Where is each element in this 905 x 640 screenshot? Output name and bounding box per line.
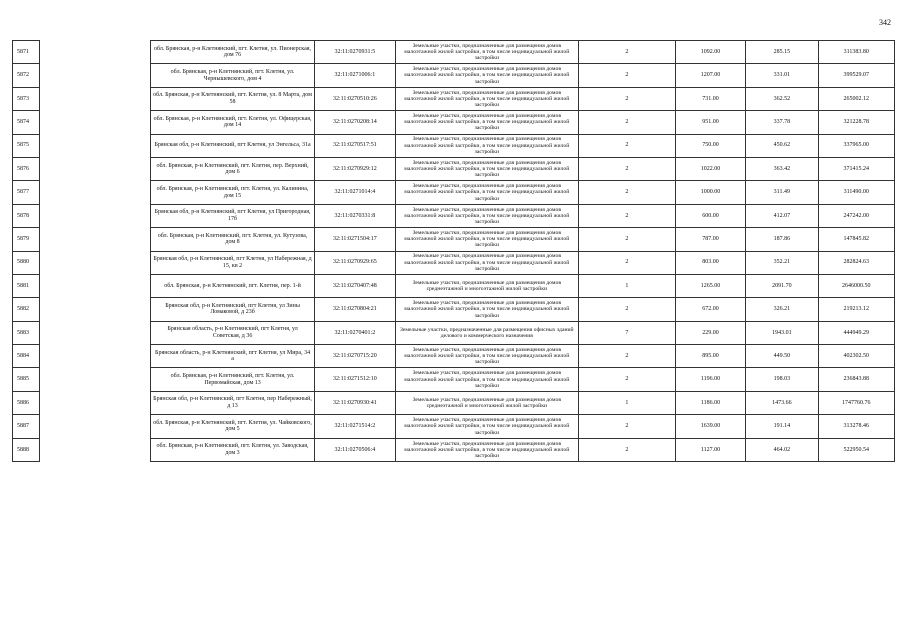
use-group-cell: 1	[579, 391, 676, 414]
cadastral-value-cell: 313278.46	[818, 415, 895, 438]
land-use-cell: Земельные участки, предназначенные для размещения домов малоэтажной жилой застройки, в том числе индивидуальной жилой застройки	[395, 228, 578, 251]
row-number-row	[13, 438, 40, 461]
row-number-row	[13, 298, 40, 321]
address-cell: обл. Брянская, р-н Клетнянский, пгт. Клетня, ул. Заводская, дом 3	[151, 438, 315, 461]
table-row	[151, 111, 895, 134]
specific-value-cell: 450.62	[746, 134, 818, 157]
use-group-cell: 2	[579, 251, 676, 274]
table-row	[151, 87, 895, 110]
address-cell: Брянская обл, р-н Клетнянский, пгт Клетня, пер Набережный, д 13	[151, 391, 315, 414]
cadastral-number-cell: 32:11:0271006:1	[315, 64, 396, 87]
cadastral-value-cell: 399529.07	[818, 64, 895, 87]
row-number-cell: 5884	[13, 345, 40, 368]
cadastral-value-cell: 147845.82	[818, 228, 895, 251]
area-cell: 1196.00	[675, 368, 745, 391]
specific-value-cell: 326.21	[746, 298, 818, 321]
address-cell: обл. Брянская, р-н Клетнянский, пгт. Клетня, пер. 1-й	[151, 274, 315, 297]
table-row	[151, 204, 895, 227]
use-group-cell: 2	[579, 41, 676, 64]
specific-value-cell: 337.78	[746, 111, 818, 134]
area-cell: 600.00	[675, 204, 745, 227]
use-group-cell: 2	[579, 111, 676, 134]
cadastral-number-cell: 32:11:0270715:20	[315, 345, 396, 368]
table-row	[151, 345, 895, 368]
specific-value-cell: 352.21	[746, 251, 818, 274]
cadastral-number-cell: 32:11:0270929:12	[315, 157, 396, 180]
area-cell: 787.00	[675, 228, 745, 251]
cadastral-value-cell: 444949.29	[818, 321, 895, 344]
cadastral-number-cell: 32:11:0270208:14	[315, 111, 396, 134]
land-plots-table	[150, 40, 895, 462]
row-number-cell: 5878	[13, 204, 40, 227]
row-number-row	[13, 274, 40, 297]
cadastral-value-cell: 265002.12	[818, 87, 895, 110]
area-cell: 672.00	[675, 298, 745, 321]
address-cell: Брянская область, р-н Клетнянский, пгт Клетня, ул Мира, 34 а	[151, 345, 315, 368]
address-cell: Брянская обл, р-н Клетнянский, пгт Клетня, ул Энгельса, 31а	[151, 134, 315, 157]
table-row	[151, 368, 895, 391]
row-number-row	[13, 41, 40, 64]
cadastral-value-cell: 2646000.50	[818, 274, 895, 297]
address-cell: обл. Брянская, р-н Клетнянский, пгт. Клетня, пер. Верхний, дом 6	[151, 157, 315, 180]
address-cell: обл. Брянская, р-н Клетнянский, пгт. Клетня, ул. Офицерская, дом 14	[151, 111, 315, 134]
row-number-cell: 5888	[13, 438, 40, 461]
land-use-cell: Земельные участки, предназначенные для размещения домов среднеэтажной и многоэтажной жилой застройки	[395, 274, 578, 297]
land-use-cell: Земельные участки, предназначенные для размещения домов малоэтажной жилой застройки, в том числе индивидуальной жилой застройки	[395, 87, 578, 110]
use-group-cell: 2	[579, 64, 676, 87]
specific-value-cell: 187.86	[746, 228, 818, 251]
cadastral-number-cell: 32:11:0270510:26	[315, 87, 396, 110]
row-number-row	[13, 391, 40, 414]
row-number-cell: 5872	[13, 64, 40, 87]
land-use-cell: Земельные участки, предназначенные для размещения домов малоэтажной жилой застройки, в том числе индивидуальной жилой застройки	[395, 368, 578, 391]
cadastral-value-cell: 522950.54	[818, 438, 895, 461]
table-row	[151, 181, 895, 204]
area-cell: 803.00	[675, 251, 745, 274]
area-cell: 1127.00	[675, 438, 745, 461]
row-number-cell: 5877	[13, 181, 40, 204]
row-number-row	[13, 64, 40, 87]
land-use-cell: Земельные участки, предназначенные для размещения домов малоэтажной жилой застройки, в том числе индивидуальной жилой застройки	[395, 345, 578, 368]
specific-value-cell: 311.49	[746, 181, 818, 204]
land-use-cell: Земельные участки, предназначенные для размещения домов среднеэтажной и многоэтажной жилой застройки	[395, 391, 578, 414]
row-number-cell: 5885	[13, 368, 40, 391]
use-group-cell: 2	[579, 345, 676, 368]
cadastral-number-cell: 32:11:0271514:2	[315, 415, 396, 438]
cadastral-value-cell: 282824.63	[818, 251, 895, 274]
land-use-cell: Земельные участки, предназначенные для размещения домов малоэтажной жилой застройки, в том числе индивидуальной жилой застройки	[395, 298, 578, 321]
land-use-cell: Земельные участки, предназначенные для размещения офисных зданий делового и коммерческого назначения	[395, 321, 578, 344]
row-number-cell: 5873	[13, 87, 40, 110]
row-number-row	[13, 134, 40, 157]
table-row	[151, 64, 895, 87]
address-cell: обл. Брянская, р-н Клетнянский, пгт. Клетня, ул. Чайковского, дом 5	[151, 415, 315, 438]
use-group-cell: 2	[579, 204, 676, 227]
cadastral-value-cell: 337965.00	[818, 134, 895, 157]
cadastral-number-cell: 32:11:0270930:41	[315, 391, 396, 414]
table-row	[151, 157, 895, 180]
page-number: 342	[879, 18, 891, 27]
cadastral-number-cell: 32:11:0270929:65	[315, 251, 396, 274]
specific-value-cell: 191.14	[746, 415, 818, 438]
land-use-cell: Земельные участки, предназначенные для размещения домов малоэтажной жилой застройки, в том числе индивидуальной жилой застройки	[395, 204, 578, 227]
area-cell: 750.00	[675, 134, 745, 157]
specific-value-cell: 198.03	[746, 368, 818, 391]
use-group-cell: 2	[579, 157, 676, 180]
specific-value-cell: 1943.01	[746, 321, 818, 344]
row-number-row	[13, 87, 40, 110]
cadastral-number-cell: 32:11:0270517:51	[315, 134, 396, 157]
area-cell: 1186.00	[675, 391, 745, 414]
row-number-cell: 5887	[13, 415, 40, 438]
address-cell: обл. Брянская, р-н Клетнянский, пгт. Клетня, ул. Чернышевского, дом 4	[151, 64, 315, 87]
use-group-cell: 2	[579, 415, 676, 438]
land-use-cell: Земельные участки, предназначенные для размещения домов малоэтажной жилой застройки, в том числе индивидуальной жилой застройки	[395, 134, 578, 157]
land-use-cell: Земельные участки, предназначенные для размещения домов малоэтажной жилой застройки, в том числе индивидуальной жилой застройки	[395, 157, 578, 180]
row-number-row	[13, 157, 40, 180]
row-number-cell: 5876	[13, 157, 40, 180]
cadastral-number-cell: 32:11:0270331:8	[315, 204, 396, 227]
cadastral-value-cell: 321228.78	[818, 111, 895, 134]
area-cell: 1207.00	[675, 64, 745, 87]
land-use-cell: Земельные участки, предназначенные для размещения домов малоэтажной жилой застройки, в том числе индивидуальной жилой застройки	[395, 41, 578, 64]
use-group-cell: 2	[579, 228, 676, 251]
use-group-cell: 2	[579, 438, 676, 461]
land-use-cell: Земельные участки, предназначенные для размещения домов малоэтажной жилой застройки, в том числе индивидуальной жилой застройки	[395, 438, 578, 461]
table-row	[151, 415, 895, 438]
address-cell: обл. Брянская, р-н Клетнянский, пгт. Клетня, ул. Кутузова, дом 8	[151, 228, 315, 251]
use-group-cell: 1	[579, 274, 676, 297]
use-group-cell: 2	[579, 134, 676, 157]
table-row	[151, 391, 895, 414]
land-use-cell: Земельные участки, предназначенные для размещения домов малоэтажной жилой застройки, в том числе индивидуальной жилой застройки	[395, 181, 578, 204]
address-cell: обл. Брянская, р-н Клетнянский, пгт. Клетня, ул. Калинина, дом 15	[151, 181, 315, 204]
address-cell: обл. Брянская, р-н Клетнянский, пгт. Клетня, ул. 8 Марта, дом 58	[151, 87, 315, 110]
cadastral-value-cell: 236843.88	[818, 368, 895, 391]
specific-value-cell: 362.52	[746, 87, 818, 110]
use-group-cell: 2	[579, 87, 676, 110]
cadastral-number-cell: 32:11:0270407:48	[315, 274, 396, 297]
table-row	[151, 41, 895, 64]
address-cell: обл. Брянская, р-н Клетнянский, пгт. Клетня, ул. Первомайская, дом 13	[151, 368, 315, 391]
specific-value-cell: 464.02	[746, 438, 818, 461]
row-number-table	[12, 40, 40, 462]
area-cell: 895.00	[675, 345, 745, 368]
specific-value-cell: 412.07	[746, 204, 818, 227]
area-cell: 1022.00	[675, 157, 745, 180]
address-cell: Брянская обл, р-н Клетнянский, пгт Клетня, ул Набережная, д 15, кв 2	[151, 251, 315, 274]
use-group-cell: 2	[579, 181, 676, 204]
row-number-cell: 5882	[13, 298, 40, 321]
cadastral-value-cell: 247242.00	[818, 204, 895, 227]
area-cell: 229.00	[675, 321, 745, 344]
table-row	[151, 228, 895, 251]
cadastral-value-cell: 371415.24	[818, 157, 895, 180]
area-cell: 1000.00	[675, 181, 745, 204]
specific-value-cell: 363.42	[746, 157, 818, 180]
address-cell: Брянская обл, р-н Клетнянский, пгт Клетня, ул Зины Ломаковой, д 23б	[151, 298, 315, 321]
row-number-cell: 5871	[13, 41, 40, 64]
area-cell: 1092.00	[675, 41, 745, 64]
land-use-cell: Земельные участки, предназначенные для размещения домов малоэтажной жилой застройки, в том числе индивидуальной жилой застройки	[395, 415, 578, 438]
cadastral-number-cell: 32:11:0271512:10	[315, 368, 396, 391]
address-cell: Брянская область, р-н Клетнянский, пгт Клетня, ул Советская, д 36	[151, 321, 315, 344]
row-number-row	[13, 368, 40, 391]
cadastral-value-cell: 219213.12	[818, 298, 895, 321]
table-row	[151, 438, 895, 461]
address-cell: Брянская обл, р-н Клетнянский, пгт Клетня, ул Пригородная, 17б	[151, 204, 315, 227]
row-number-cell: 5886	[13, 391, 40, 414]
table-row	[151, 298, 895, 321]
area-cell: 1639.00	[675, 415, 745, 438]
specific-value-cell: 331.01	[746, 64, 818, 87]
row-number-row	[13, 415, 40, 438]
row-number-column	[12, 40, 40, 462]
area-cell: 731.00	[675, 87, 745, 110]
cadastral-value-cell: 311490.00	[818, 181, 895, 204]
area-cell: 951.00	[675, 111, 745, 134]
row-number-cell: 5874	[13, 111, 40, 134]
land-use-cell: Земельные участки, предназначенные для размещения домов малоэтажной жилой застройки, в том числе индивидуальной жилой застройки	[395, 111, 578, 134]
use-group-cell: 7	[579, 321, 676, 344]
cadastral-number-cell: 32:11:0270401:2	[315, 321, 396, 344]
cadastral-value-cell: 402302.50	[818, 345, 895, 368]
cadastral-value-cell: 311383.80	[818, 41, 895, 64]
row-number-cell: 5883	[13, 321, 40, 344]
area-cell: 1265.00	[675, 274, 745, 297]
cadastral-number-cell: 32:11:0270804:21	[315, 298, 396, 321]
row-number-row	[13, 228, 40, 251]
land-use-cell: Земельные участки, предназначенные для размещения домов малоэтажной жилой застройки, в том числе индивидуальной жилой застройки	[395, 251, 578, 274]
table-row	[151, 321, 895, 344]
row-number-row	[13, 204, 40, 227]
cadastral-value-cell: 1747760.76	[818, 391, 895, 414]
specific-value-cell: 285.15	[746, 41, 818, 64]
row-number-row	[13, 111, 40, 134]
use-group-cell: 2	[579, 368, 676, 391]
specific-value-cell: 449.50	[746, 345, 818, 368]
cadastral-number-cell: 32:11:0271014:4	[315, 181, 396, 204]
table-row	[151, 274, 895, 297]
land-plots-table-wrapper	[150, 40, 895, 462]
specific-value-cell: 1473.66	[746, 391, 818, 414]
row-number-row	[13, 345, 40, 368]
land-use-cell: Земельные участки, предназначенные для размещения домов малоэтажной жилой застройки, в том числе индивидуальной жилой застройки	[395, 64, 578, 87]
table-row	[151, 134, 895, 157]
address-cell: обл. Брянская, р-н Клетнянский, пгт. Клетня, ул. Пионерская, дом 76	[151, 41, 315, 64]
row-number-cell: 5881	[13, 274, 40, 297]
cadastral-number-cell: 32:11:0270931:5	[315, 41, 396, 64]
row-number-row	[13, 181, 40, 204]
row-number-row	[13, 321, 40, 344]
cadastral-number-cell: 32:11:0271504:17	[315, 228, 396, 251]
cadastral-number-cell: 32:11:0270506:4	[315, 438, 396, 461]
row-number-cell: 5875	[13, 134, 40, 157]
row-number-cell: 5880	[13, 251, 40, 274]
row-number-cell: 5879	[13, 228, 40, 251]
table-row	[151, 251, 895, 274]
specific-value-cell: 2091.70	[746, 274, 818, 297]
row-number-row	[13, 251, 40, 274]
use-group-cell: 2	[579, 298, 676, 321]
